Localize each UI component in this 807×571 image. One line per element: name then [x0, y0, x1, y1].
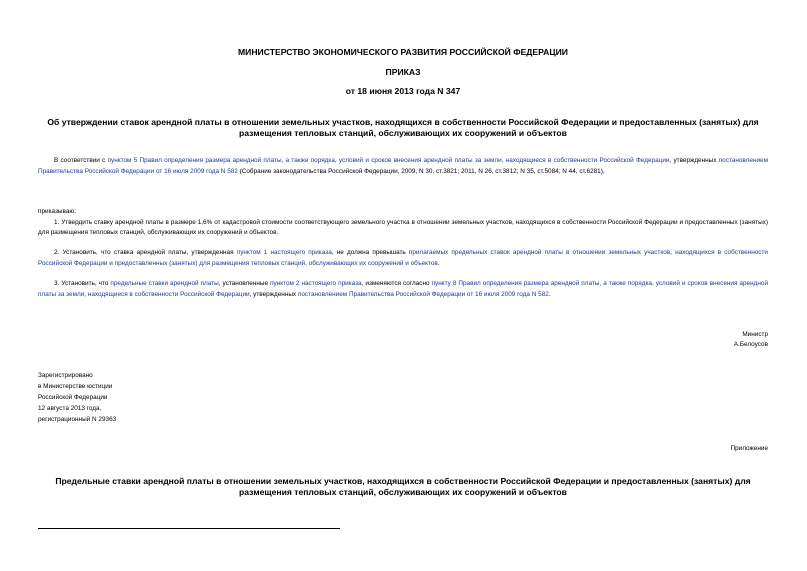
rules-point5-link[interactable]: пунктом 5 Правил определения размера арендной платы, а также порядка, условий и сроков внесения арендной платы за земли, находящиеся в собственности Российской Федерации — [107, 157, 670, 164]
ministry-heading: МИНИСТЕРСТВО ЭКОНОМИЧЕСКОГО РАЗВИТИЯ РОССИЙСКОЙ ФЕДЕРАЦИИ — [238, 47, 568, 57]
document-title: Об утверждении ставок арендной платы в отношении земельных участков, находящихся в собственности Российской Федерации и предоставленных (занятых) для размещения тепловых станций, обслуживающих их сооружений и объектов — [47, 117, 759, 138]
order-point2-link[interactable]: пунктом 2 настоящего приказа — [270, 280, 362, 287]
item-3-paragraph — [38, 279, 768, 300]
signatory-position: Министр — [742, 331, 768, 338]
item-2-paragraph — [38, 248, 768, 269]
item-3-text-4: , утвержденных — [249, 290, 298, 298]
order-point1-link[interactable]: пунктом 1 настоящего приказа — [236, 249, 332, 256]
registration-number: регистрационный N 29363 — [38, 416, 117, 423]
item-2-text-3: . — [437, 259, 440, 267]
date-number-heading: от 18 июня 2013 года N 347 — [345, 86, 461, 96]
appendix-label: Приложение — [730, 445, 768, 452]
rules-point8-link[interactable]: пункту 8 Правил определения размера арендной платы, а также порядка, условий и сроков внесения арендной платы за земли, находящиеся в собственности Российской Федерации — [38, 280, 769, 298]
appendix-title: Предельные ставки арендной платы в отношении земельных участков, находящихся в собственности Российской Федерации и предоставленных (занятых) для размещения тепловых станций, обслуживающих их сооружений и объектов — [55, 476, 751, 497]
item-1-text: 1. Утвердить ставку арендной платы в размере 1,6% от кадастровой стоимости соответствующего земельного участка в отношении земельных участков, находящихся в собственности Российской Федерации и предоставленных (занятых) для размещения тепловых станций, обслуживающих их сооружений и объектов. — [38, 218, 768, 237]
item-2-text-1: 2. Установить, что ставка арендной платы, утвержденная — [54, 249, 237, 256]
item-2-text-2: , не должна превышать — [331, 249, 409, 256]
order-word: приказываю: — [38, 208, 76, 215]
government-decree-link[interactable]: постановлением Правительства Российской Федерации от 16 июля 2009 года N 582 — [38, 157, 768, 175]
max-rates-link[interactable]: прилагаемых предельных ставок арендной платы в отношении земельных участков, находящихся в собственности Российской Федерации и предоставленных (занятых) для размещения тепловых станций, обслуживающих их сооружений и объектов — [38, 249, 768, 267]
order-block — [38, 207, 768, 239]
footnote-divider — [38, 528, 340, 529]
registration-date: 12 августа 2013 года, — [38, 405, 102, 412]
preamble-text-2: , утвержденных — [669, 157, 719, 164]
registration-line: Зарегистрировано — [38, 372, 93, 379]
government-decree-link-2[interactable]: постановлением Правительства Российской Федерации от 16 июля 2009 года N 582 — [297, 290, 549, 298]
registration-line: в Министерстве юстиции — [38, 383, 113, 390]
preamble-text-1: В соответствии с — [54, 157, 108, 164]
item-3-text-1: 3. Установить, что — [54, 280, 111, 287]
doc-type-heading: ПРИКАЗ — [385, 67, 421, 77]
preamble-paragraph — [38, 156, 768, 177]
signature-block — [648, 330, 768, 350]
signatory-name: А.Белоусов — [733, 341, 768, 348]
registration-block — [38, 370, 238, 425]
item-3-text-5: . — [548, 290, 551, 298]
registration-line: Российской Федерации — [38, 394, 108, 401]
preamble-text-3: (Собрание законодательства Российской Федерации, 2009, N 30, ст.3821; 2011, N 26, ст.3812; N 35, ст.5084; N 44, ст.6281), — [237, 167, 605, 175]
item-3-text-2: , установленные — [218, 280, 271, 287]
max-rates-short-link[interactable]: предельные ставки арендной платы — [110, 280, 219, 287]
item-1-paragraph — [38, 218, 768, 239]
item-3-text-3: , изменяются согласно — [361, 280, 432, 287]
